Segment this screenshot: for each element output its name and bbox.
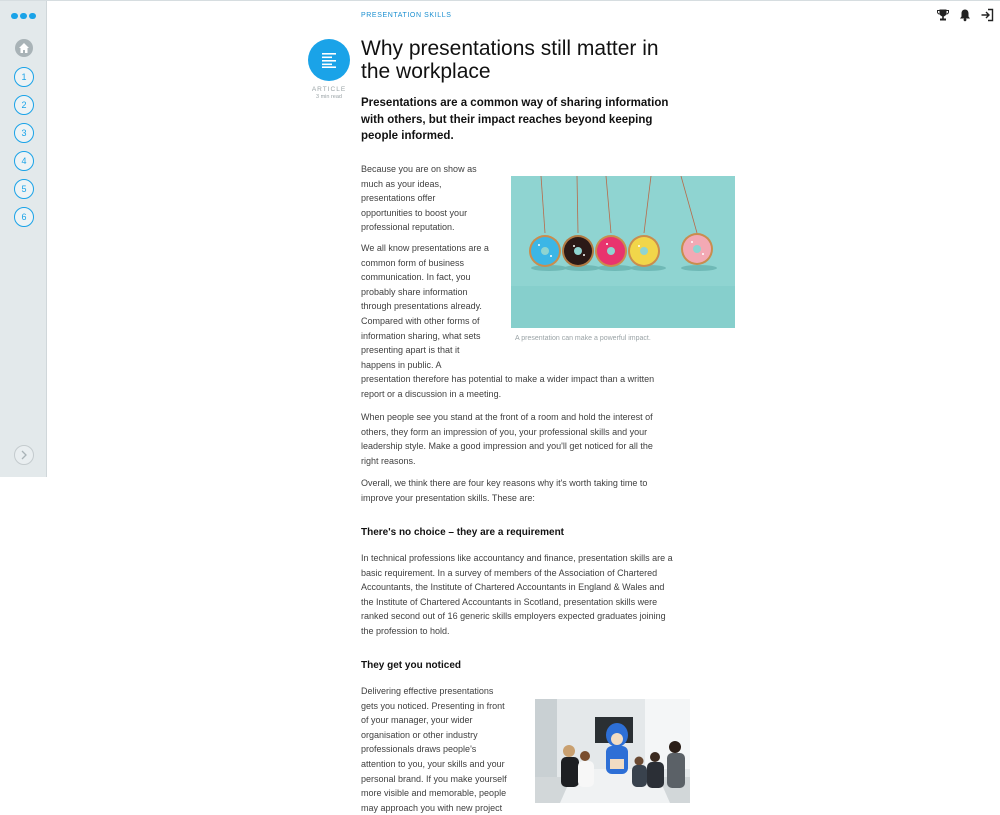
paragraph-4	[361, 476, 647, 505]
text-line: professionals draws people's	[361, 744, 477, 755]
text-line: presenting apart is that it	[361, 345, 460, 356]
text-line: common form of business	[361, 257, 465, 268]
text-line: improve your presentation skills. These are:	[361, 492, 535, 503]
text-line: ranked second out of 16 generic skills employers expected graduates joining	[361, 611, 666, 622]
page-title: Why presentations still matter in the workplace	[361, 37, 659, 83]
image-caption: A presentation can make a powerful impact.	[515, 335, 651, 342]
trophy-icon[interactable]	[936, 8, 950, 22]
text-line: Compared with other forms of	[361, 315, 480, 326]
meeting-photo	[535, 699, 690, 803]
text-line: Overall, we think there are four key reasons why it's worth taking time to	[361, 478, 648, 488]
text-line: presentation therefore has potential to make a wider impact than a written	[361, 374, 655, 385]
text-line: When people see you stand at the front of a room and hold the interest of	[361, 412, 653, 422]
article-lead: Presentations are a common way of sharing information with others, but their impact reaches beyond keeping people informed.	[361, 97, 669, 142]
text-line: We all know presentations are a	[361, 243, 489, 253]
home-button[interactable]	[15, 39, 33, 57]
sidebar	[0, 1, 47, 477]
text-line: more visible and memorable, people	[361, 788, 507, 799]
step-5-button[interactable]: 5	[14, 179, 34, 199]
article-icon	[321, 52, 337, 68]
donuts-image	[511, 176, 735, 328]
text-line: In technical professions like accountancy and finance, presentation skills are a	[361, 553, 673, 563]
text-line: report or a discussion in a meeting.	[361, 388, 502, 399]
text-line: may approach you with new project	[361, 802, 503, 813]
bell-icon[interactable]	[958, 8, 972, 22]
top-border	[0, 0, 1000, 1]
paragraph-5	[361, 551, 673, 639]
app-logo[interactable]	[11, 10, 36, 22]
step-1-button[interactable]: 1	[14, 67, 34, 87]
text-line: happens in public. A	[361, 359, 442, 370]
header-actions	[936, 8, 994, 22]
paragraph-1	[361, 162, 477, 235]
text-line: right reasons.	[361, 455, 416, 466]
step-3-button[interactable]: 3	[14, 123, 34, 143]
read-time: 3 min read	[316, 94, 342, 100]
step-2-button[interactable]: 2	[14, 95, 34, 115]
article-type-label: ARTICLE	[311, 86, 347, 93]
logout-icon[interactable]	[980, 8, 994, 22]
text-line: information sharing, what sets	[361, 330, 481, 341]
section-heading-requirement: There's no choice – they are a requirement	[361, 527, 565, 538]
text-line: professional reputation.	[361, 222, 455, 233]
text-line: Because you are on show as	[361, 164, 477, 174]
paragraph-3	[361, 410, 653, 468]
text-line: gets you noticed. Presenting in front	[361, 700, 505, 711]
text-line: basic requirement. In a survey of members of the Association of Chartered	[361, 567, 658, 578]
text-line: the Institute of Chartered Accountants in Scotland, presentation skills were	[361, 596, 658, 607]
step-6-button[interactable]: 6	[14, 207, 34, 227]
text-line: personal brand. If you make yourself	[361, 773, 507, 784]
text-line: attention to you, your skills and your	[361, 758, 505, 769]
text-line: of your manager, your wider	[361, 715, 473, 726]
text-line: much as your ideas,	[361, 178, 442, 189]
text-line: Delivering effective presentations	[361, 686, 494, 696]
step-4-button[interactable]: 4	[14, 151, 34, 171]
chevron-right-icon	[20, 450, 28, 460]
expand-sidebar-button[interactable]	[14, 445, 34, 465]
article-category[interactable]: PRESENTATION SKILLS	[361, 12, 452, 19]
text-line: communication. In fact, you	[361, 272, 471, 283]
text-line: through presentations already.	[361, 301, 482, 312]
text-line: leadership style. Make a good impression and you'll get noticed for all the	[361, 441, 653, 452]
paragraph-6	[361, 684, 507, 815]
text-line: others, they form an impression of you, your professional skills and your	[361, 426, 648, 437]
text-line: probably share information	[361, 286, 468, 297]
section-heading-noticed: They get you noticed	[361, 660, 462, 671]
text-line: Accountants, the Institute of Chartered Accountants in England & Wales and	[361, 582, 665, 593]
text-line: presentations offer	[361, 193, 436, 204]
article-type-badge	[308, 39, 350, 81]
text-line: opportunities to boost your	[361, 207, 468, 218]
text-line: organisation or other industry	[361, 729, 478, 740]
text-line: the profession to hold.	[361, 625, 450, 636]
home-icon	[18, 42, 30, 54]
